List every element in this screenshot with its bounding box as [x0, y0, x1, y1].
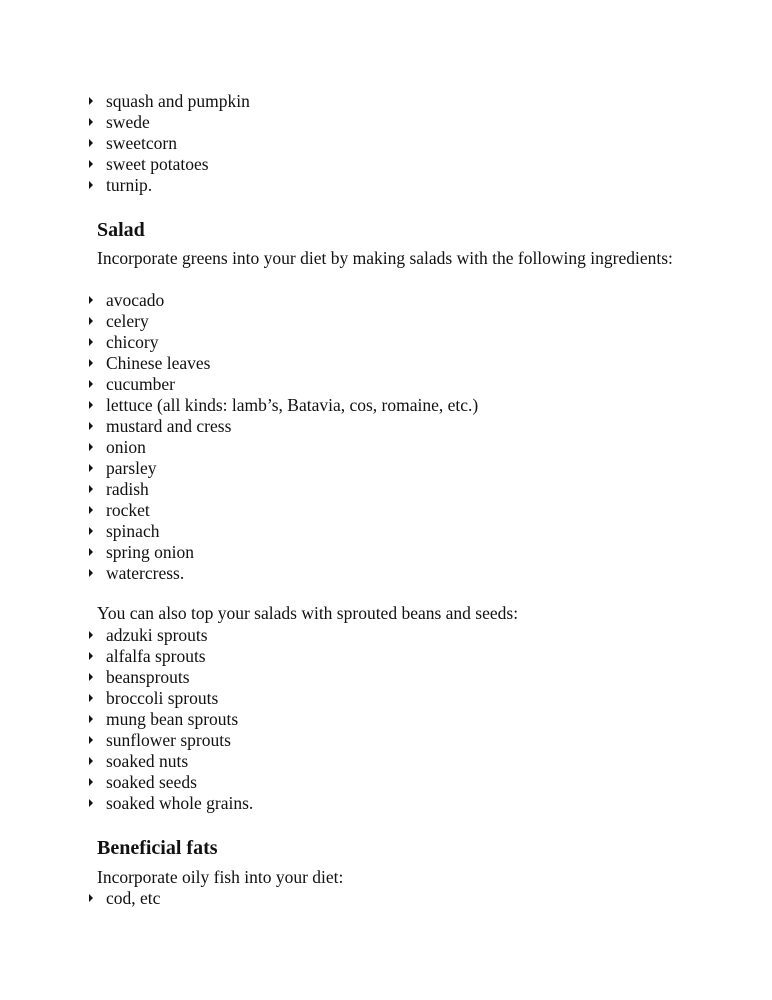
list-item-text: onion [106, 437, 146, 457]
bullet-icon [89, 139, 93, 147]
list-item-text: celery [106, 311, 149, 331]
bullet-icon [89, 894, 93, 902]
list-item-text: swede [106, 112, 150, 132]
list-item-text: soaked nuts [106, 751, 189, 771]
bullet-icon [89, 359, 93, 367]
bullet-icon [89, 548, 93, 556]
bullet-icon [89, 569, 93, 577]
list-item [87, 290, 687, 311]
list-item [87, 667, 687, 688]
list-item [87, 353, 687, 374]
bullet-icon [89, 485, 93, 493]
list-item [87, 793, 687, 814]
list-item [87, 133, 687, 154]
list-item [87, 772, 687, 793]
bullet-icon [89, 401, 93, 409]
list-item-text: parsley [106, 458, 157, 478]
sprouts-list [87, 625, 687, 814]
bullet-icon [89, 464, 93, 472]
list-item [87, 374, 687, 395]
list-item [87, 175, 687, 196]
bullet-icon [89, 443, 93, 451]
section-heading-beneficial-fats: Beneficial fats [97, 837, 218, 859]
list-item-text: turnip. [106, 175, 153, 195]
list-item-text: radish [106, 479, 149, 499]
list-item [87, 395, 687, 416]
list-item-text: rocket [106, 500, 150, 520]
bullet-icon [89, 97, 93, 105]
list-item [87, 751, 687, 772]
bullet-icon [89, 673, 93, 681]
list-item [87, 458, 687, 479]
list-item [87, 709, 687, 730]
list-item [87, 563, 687, 584]
bullet-icon [89, 296, 93, 304]
list-item-text: watercress. [106, 563, 185, 583]
list-item-text: soaked whole grains. [106, 793, 254, 813]
list-item-text: squash and pumpkin [106, 91, 250, 111]
list-item-text: alfalfa sprouts [106, 646, 206, 666]
list-item-text: cucumber [106, 374, 175, 394]
list-item-text: spinach [106, 521, 160, 541]
bullet-icon [89, 799, 93, 807]
list-item-text: soaked seeds [106, 772, 197, 792]
list-item [87, 332, 687, 353]
bullet-icon [89, 652, 93, 660]
list-item-text: sweet potatoes [106, 154, 209, 174]
salad-ingredients-list [87, 290, 687, 584]
list-item-text: chicory [106, 332, 159, 352]
list-item-text: Chinese leaves [106, 353, 211, 373]
list-item [87, 500, 687, 521]
bullet-icon [89, 160, 93, 168]
list-item [87, 91, 687, 112]
list-item [87, 688, 687, 709]
salad-intro-paragraph: Incorporate greens into your diet by making salads with the following ingredients: [97, 248, 673, 268]
section-heading-salad: Salad [97, 219, 145, 241]
bullet-icon [89, 694, 93, 702]
list-item [87, 888, 687, 909]
bullet-icon [89, 527, 93, 535]
list-item [87, 416, 687, 437]
sprouts-intro-paragraph: You can also top your salads with sprouted beans and seeds: [97, 603, 519, 623]
list-item-text: cod, etc [106, 888, 161, 908]
fats-intro-paragraph: Incorporate oily fish into your diet: [97, 867, 344, 887]
list-item [87, 112, 687, 133]
bullet-icon [89, 118, 93, 126]
list-item-text: mustard and cress [106, 416, 232, 436]
list-item [87, 646, 687, 667]
list-item-text: mung bean sprouts [106, 709, 239, 729]
bullet-icon [89, 380, 93, 388]
list-item [87, 625, 687, 646]
bullet-icon [89, 506, 93, 514]
list-item-text: spring onion [106, 542, 194, 562]
vegetable-list-continued [87, 91, 687, 196]
bullet-icon [89, 778, 93, 786]
list-item-text: avocado [106, 290, 165, 310]
list-item-text: broccoli sprouts [106, 688, 219, 708]
list-item-text: lettuce (all kinds: lamb’s, Batavia, cos, romaine, etc.) [106, 395, 479, 415]
bullet-icon [89, 181, 93, 189]
list-item [87, 730, 687, 751]
bullet-icon [89, 338, 93, 346]
bullet-icon [89, 757, 93, 765]
bullet-icon [89, 736, 93, 744]
list-item-text: sweetcorn [106, 133, 177, 153]
bullet-icon [89, 422, 93, 430]
list-item [87, 437, 687, 458]
list-item-text: beansprouts [106, 667, 190, 687]
list-item [87, 479, 687, 500]
bullet-icon [89, 631, 93, 639]
list-item [87, 154, 687, 175]
list-item [87, 542, 687, 563]
list-item [87, 521, 687, 542]
list-item-text: sunflower sprouts [106, 730, 231, 750]
list-item [87, 311, 687, 332]
oily-fish-list [87, 888, 687, 909]
bullet-icon [89, 317, 93, 325]
list-item-text: adzuki sprouts [106, 625, 208, 645]
bullet-icon [89, 715, 93, 723]
